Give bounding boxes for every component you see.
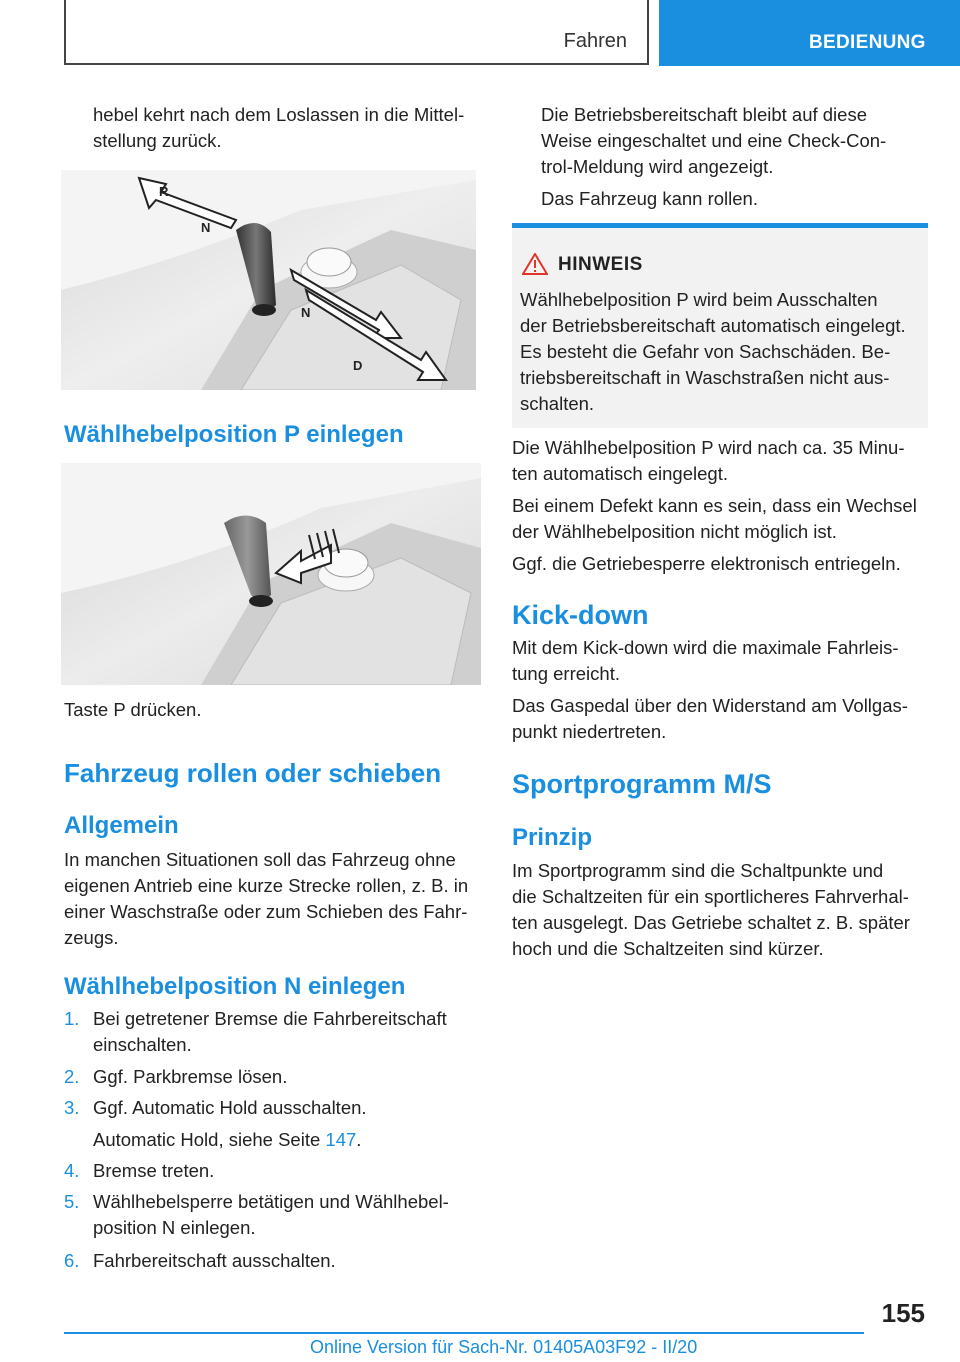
prinzip-text: Im Sportprogramm sind die Schaltpunkte und die Schaltzeiten für ein sportlicheres Fahrverhal- ten ausgelegt. Das Getriebe schaltet z. B. später hoch und die Schaltzeiten sind kürzer. [512,860,910,959]
intro-paragraph: hebel kehrt nach dem Loslassen in die Mittel- stellung zurück. [93,104,465,151]
chapter-title: BEDIENUNG [809,32,926,53]
heading-kick-down: Kick-down [512,600,649,630]
chapter-tab [659,0,960,66]
label-n-bottom: N [301,305,311,320]
label-r: R [159,184,169,199]
heading-allgemein: Allgemein [64,812,179,839]
heading-wahlhebel-n: Wählhebelposition N einlegen [64,973,406,1000]
note-heading: HINWEIS [558,254,643,275]
gear-selector-image-1 [61,170,476,390]
right-paragraphs: Die Wählhebelposition P wird nach ca. 35 Minu- ten automatisch eingelegt. Bei einem Defekt kann es sein, dass ein Wechsel der Wählhebelposition nicht möglich ist. Ggf. die Getriebesperre elektronisch entriegeln. [512,437,917,574]
heading-sportprogramm: Sportprogramm M/S [512,769,772,799]
warning-icon [522,253,548,275]
list-item: 1. Bei getretener Bremse die Fahrbereitschaft einschalten. [64,1008,447,1055]
list-item: 5. Wählhebelsperre betätigen und Wählhebel- position N einlegen. [64,1191,449,1238]
p-button-illustration [61,463,481,685]
gear-selector-image-2 [61,463,481,685]
heading-wahlhebel-p: Wählhebelposition P einlegen [64,421,404,448]
right-intro: Die Betriebsbereitschaft bleibt auf diese Weise eingeschaltet und eine Check-Con- trol-Meldung wird angezeigt. Das Fahrzeug kann rollen. [541,104,887,209]
section-tab [64,0,649,65]
list-item: 3. Ggf. Automatic Hold ausschalten. [64,1097,367,1118]
label-n-top: N [201,220,211,235]
footer-text: Online Version für Sach-Nr. 01405A03F92 - II/20 [310,1337,698,1357]
heading-fahrzeug-rollen: Fahrzeug rollen oder schieben [64,758,442,788]
hinweis-note [512,223,928,428]
taste-p-text: Taste P drücken. [64,699,202,720]
list-item: 2. Ggf. Parkbremse lösen. [64,1066,288,1087]
allgemein-paragraph: In manchen Situationen soll das Fahrzeug ohne eigenen Antrieb eine kurze Strecke rollen, z. B. in einer Waschstraße oder zum Schieben des Fahr- zeugs. [64,849,469,948]
list-item-reference: Automatic Hold, siehe Seite 147. [93,1129,362,1150]
note-text: Wählhebelposition P wird beim Ausschalten der Betriebsbereitschaft automatisch eingelegt. Es besteht die Gefahr von Sachschäden. Be- triebsbereitschaft in Waschstraßen nicht aus- schalten. [520,289,906,414]
heading-prinzip: Prinzip [512,824,593,851]
page-number: 155 [881,1298,925,1328]
section-title: Fahren [563,30,627,52]
page-header [0,0,960,66]
list-item: 6. Fahrbereitschaft ausschalten. [64,1250,336,1271]
list-item: 4. Bremse treten. [64,1160,215,1181]
gear-selector-illustration [61,170,476,390]
page-link[interactable]: 147 [325,1129,357,1150]
footer-divider [64,1332,864,1334]
kick-down-text: Mit dem Kick-down wird die maximale Fahrleis- tung erreicht. Das Gaspedal über den Widerstand am Vollgas- punkt niedertreten. [512,637,908,742]
label-d: D [353,358,363,373]
